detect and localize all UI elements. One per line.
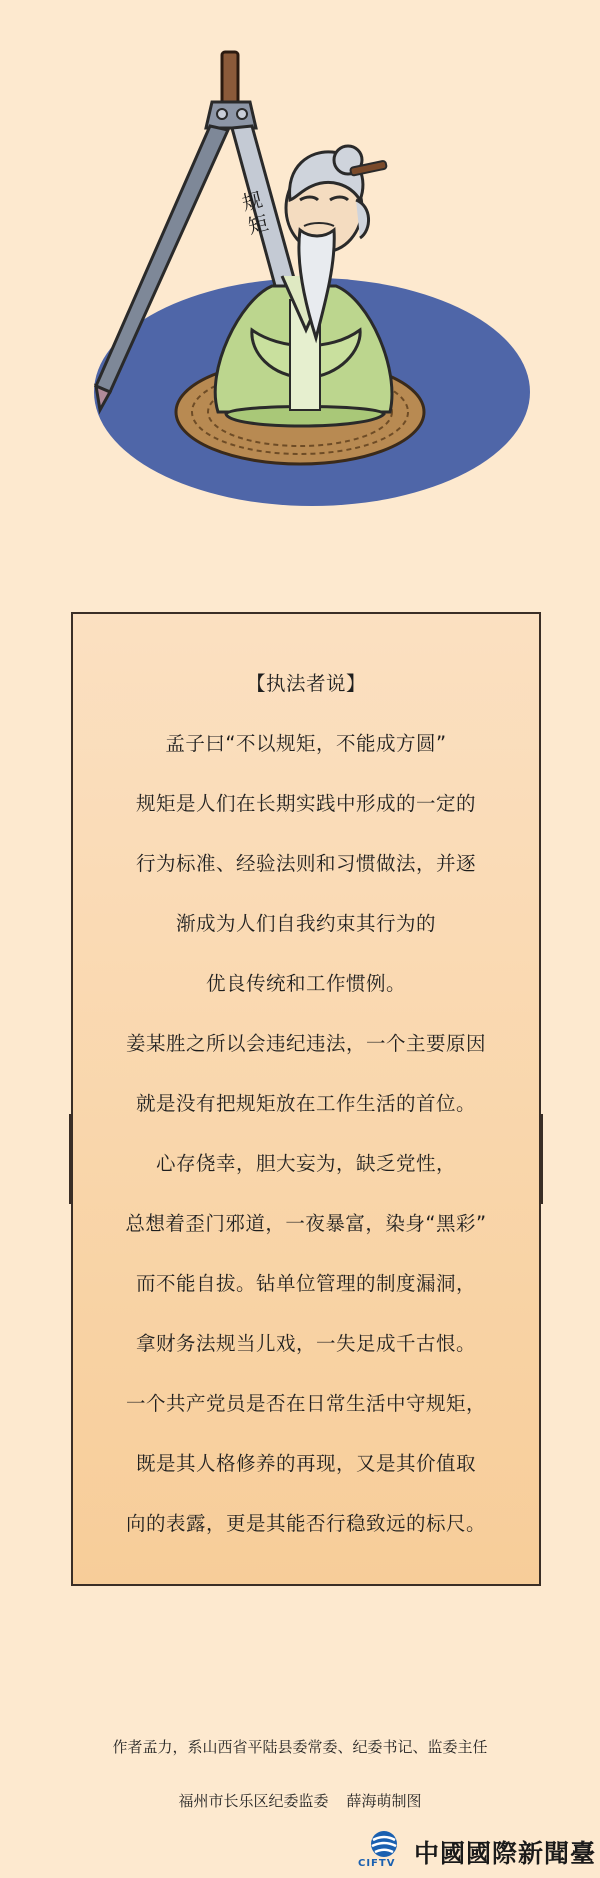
card-line: 而不能自拔。钻单位管理的制度漏洞， [135, 1272, 476, 1295]
card-heading: 【执法者说】 [245, 672, 366, 695]
card-line: 渐成为人们自我约束其行为的 [175, 912, 436, 935]
credit-org: 福州市长乐区纪委监委 [178, 1792, 329, 1810]
ruler-label-1: 规 [239, 187, 265, 216]
card-line: 向的表露，更是其能否行稳致远的标尺。 [125, 1512, 486, 1535]
illustration [0, 0, 600, 600]
card-line: 总想着歪门邪道，一夜暴富，染身“黑彩” [125, 1212, 487, 1235]
card-line: 一个共产党员是否在日常生活中守规矩， [125, 1392, 486, 1415]
card-line: 优良传统和工作惯例。 [205, 972, 406, 995]
ruler-label-2: 矩 [245, 210, 271, 239]
globe-icon [362, 1830, 406, 1860]
credit-artist: 薛海萌制图 [346, 1792, 422, 1810]
credits [0, 1790, 600, 1811]
card-line: 规矩是人们在长期实践中形成的一定的 [135, 792, 476, 815]
author-note: 作者孟力，系山西省平陆县委常委、纪委书记、监委主任 [112, 1738, 488, 1756]
card-line: 拿财务法规当儿戏，一失足成千古恨。 [135, 1332, 476, 1355]
card-line: 心存侥幸，胆大妄为，缺乏党性， [155, 1152, 456, 1175]
card-edge-right [539, 1114, 543, 1204]
card-text [73, 654, 539, 1554]
logo-name: 中國國際新聞臺 [414, 1839, 597, 1868]
quote-card [71, 612, 541, 1586]
card-line: 孟子曰“不以规矩，不能成方圆” [165, 732, 447, 755]
card-line: 行为标准、经验法则和习惯做法，并逐 [135, 852, 476, 875]
card-line: 姜某胜之所以会违纪违法，一个主要原因 [125, 1032, 486, 1055]
card-line: 就是没有把规矩放在工作生活的首位。 [135, 1092, 476, 1115]
station-logo [358, 1830, 598, 1870]
logo-abbr: CIFTV [358, 1858, 396, 1869]
card-line: 既是其人格修养的再现，又是其价值取 [135, 1452, 476, 1475]
